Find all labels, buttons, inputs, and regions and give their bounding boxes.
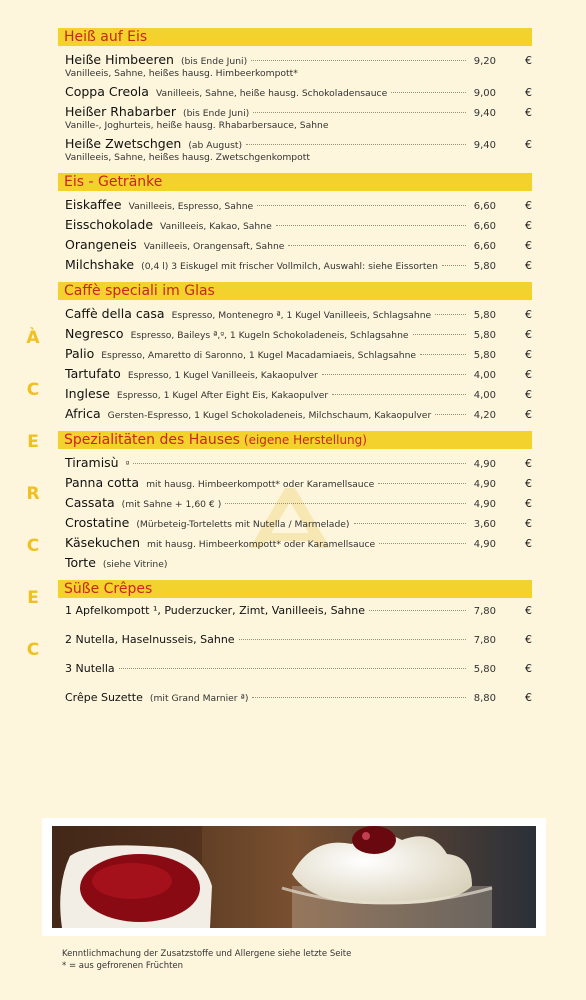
item-price: 4,00: [473, 390, 496, 401]
leader-dots: [332, 394, 466, 395]
menu-item: [58, 306, 532, 321]
currency-symbol: €: [525, 259, 532, 272]
item-description: Gersten-Espresso, 1 Kugel Schokoladeneis, Milchschaum, Kakaopulver: [107, 410, 432, 421]
leader-dots: [369, 610, 466, 611]
item-price: 9,40: [473, 140, 496, 151]
item-name: Milchshake: [65, 257, 135, 272]
leader-dots: [391, 92, 466, 93]
menu-section: [58, 173, 532, 272]
menu-item: [58, 104, 532, 131]
side-letter: C: [26, 536, 40, 556]
menu-item: [58, 535, 532, 550]
item-name: Cassata: [65, 495, 115, 510]
item-description: (mit Grand Marnier ª): [149, 693, 249, 704]
menu-item: [58, 406, 532, 421]
item-price: 6,60: [473, 201, 496, 212]
menu-item: [58, 52, 532, 79]
item-description: Espresso, 1 Kugel Vanilleeis, Kakaopulver: [127, 370, 318, 381]
leader-dots: [354, 523, 466, 524]
dessert-image-icon: [52, 826, 536, 928]
leader-dots: [378, 483, 466, 484]
item-price: 7,80: [473, 606, 496, 617]
item-price: 4,90: [473, 539, 496, 550]
item-description: Espresso, Montenegro ª, 1 Kugel Vanilleeis, Schlagsahne: [171, 310, 432, 321]
item-description: mit hausg. Himbeerkompott* oder Karamellsauce: [147, 539, 376, 550]
menu-item: [58, 237, 532, 252]
currency-symbol: €: [525, 537, 532, 550]
currency-symbol: €: [525, 106, 532, 119]
section-title: [58, 173, 532, 191]
item-price: 5,80: [473, 350, 496, 361]
item-name: Käsekuchen: [65, 535, 141, 550]
leader-dots: [252, 697, 466, 698]
side-letter: E: [27, 588, 39, 608]
item-name: Heiße Zwetschgen: [65, 136, 182, 151]
item-price: 7,80: [473, 635, 496, 646]
item-name: 2 Nutella, Haselnusseis, Sahne: [65, 633, 235, 646]
leader-dots: [253, 112, 466, 113]
currency-symbol: €: [525, 633, 532, 646]
item-price: 4,90: [473, 459, 496, 470]
leader-dots: [435, 414, 466, 415]
item-name: Eisschokolade: [65, 217, 154, 232]
item-name: 1 Apfelkompott ¹, Puderzucker, Zimt, Vanilleeis, Sahne: [65, 604, 366, 617]
side-letter: C: [26, 380, 40, 400]
currency-symbol: €: [525, 308, 532, 321]
item-name: Orangeneis: [65, 237, 137, 252]
leader-dots: [442, 265, 466, 266]
item-description: (0,4 l) 3 Eiskugel mit frischer Vollmilch, Auswahl: siehe Eissorten: [141, 261, 438, 272]
item-price: 6,60: [473, 241, 496, 252]
leader-dots: [225, 503, 466, 504]
item-description: mit hausg. Himbeerkompott* oder Karamellsauce: [146, 479, 375, 490]
section-title-text: Spezialitäten des Hauses: [64, 432, 240, 448]
item-name: Eiskaffee: [65, 197, 122, 212]
leader-dots: [119, 668, 466, 669]
item-name: Crostatine: [65, 515, 130, 530]
leader-dots: [246, 144, 466, 145]
leader-dots: [322, 374, 466, 375]
currency-symbol: €: [525, 239, 532, 252]
menu-item: [58, 257, 532, 272]
section-subtitle: (eigene Herstellung): [243, 433, 367, 447]
side-letter: E: [27, 432, 39, 452]
item-name: Caffè della casa: [65, 306, 165, 321]
currency-symbol: €: [525, 54, 532, 67]
item-name: Negresco: [65, 326, 124, 341]
item-price: 5,80: [473, 310, 496, 321]
item-description: (Mürbeteig-Torteletts mit Nutella / Marmelade): [136, 519, 350, 530]
menu-item: [58, 515, 532, 530]
item-description: (bis Ende Juni): [183, 108, 250, 119]
currency-symbol: €: [525, 199, 532, 212]
item-name: Panna cotta: [65, 475, 140, 490]
menu-section: [58, 580, 532, 704]
menu-list: [58, 28, 532, 720]
section-title-text: Caffè speciali im Glas: [64, 283, 215, 299]
currency-symbol: €: [525, 328, 532, 341]
leader-dots: [435, 314, 466, 315]
leader-dots: [420, 354, 466, 355]
item-name: Africa: [65, 406, 101, 421]
currency-symbol: €: [525, 388, 532, 401]
item-description: Vanilleeis, Espresso, Sahne: [128, 201, 254, 212]
item-name: Crêpe Suzette: [65, 691, 143, 704]
leader-dots: [379, 543, 466, 544]
item-description: Espresso, 1 Kugel After Eight Eis, Kakaopulver: [116, 390, 329, 401]
item-price: 4,00: [473, 370, 496, 381]
item-price: 5,80: [473, 261, 496, 272]
menu-item: [58, 495, 532, 510]
section-title: [58, 282, 532, 300]
menu-item: [58, 84, 532, 99]
leader-dots: [276, 225, 466, 226]
item-description: Espresso, Baileys ª,ᵍ, 1 Kugeln Schokoladeneis, Schlagsahne: [130, 330, 409, 341]
item-name: Palio: [65, 346, 95, 361]
item-price: 5,80: [473, 330, 496, 341]
side-letter: C: [26, 640, 40, 660]
menu-item: [58, 136, 532, 163]
item-price: 9,20: [473, 56, 496, 67]
currency-symbol: €: [525, 408, 532, 421]
item-description: Vanilleeis, Orangensaft, Sahne: [143, 241, 285, 252]
section-title-text: Eis - Getränke: [64, 174, 163, 190]
item-name: 3 Nutella: [65, 662, 115, 675]
item-price: 8,80: [473, 693, 496, 704]
section-title: [58, 28, 532, 46]
item-name: Tartufato: [65, 366, 121, 381]
menu-item: [58, 455, 532, 470]
item-price: 3,60: [473, 519, 496, 530]
footer-notes: [62, 948, 351, 972]
item-name: Heißer Rhabarber: [65, 104, 177, 119]
menu-item: [58, 326, 532, 341]
currency-symbol: €: [525, 219, 532, 232]
menu-item: [58, 555, 532, 570]
item-name: Coppa Creola: [65, 84, 149, 99]
menu-item: [58, 366, 532, 381]
currency-symbol: €: [525, 517, 532, 530]
dessert-photo: [42, 818, 546, 936]
item-price: 9,00: [473, 88, 496, 99]
item-price: 9,40: [473, 108, 496, 119]
side-letter: R: [26, 484, 40, 504]
leader-dots: [251, 60, 466, 61]
leader-dots: [239, 639, 466, 640]
item-name: Heiße Himbeeren: [65, 52, 174, 67]
allergen-note: Kenntlichmachung der Zusatzstoffe und Allergene siehe letzte Seite: [62, 949, 352, 959]
item-description: Vanilleeis, Sahne, heiße hausg. Schokoladensauce: [155, 88, 388, 99]
menu-section: [58, 282, 532, 421]
menu-item: [58, 662, 532, 675]
leader-dots: [133, 463, 466, 464]
item-description: (mit Sahne + 1,60 € ): [121, 499, 222, 510]
item-subline: Vanilleeis, Sahne, heißes hausg. Zwetschgenkompott: [65, 152, 310, 163]
leader-dots: [257, 205, 466, 206]
currency-symbol: €: [525, 138, 532, 151]
item-price: 4,90: [473, 499, 496, 510]
currency-symbol: €: [525, 348, 532, 361]
item-description: Espresso, Amaretto di Saronno, 1 Kugel Macadamiaeis, Schlagsahne: [101, 350, 417, 361]
item-description: (siehe Vitrine): [102, 559, 168, 570]
item-price: 6,60: [473, 221, 496, 232]
menu-section: [58, 28, 532, 163]
menu-item: [58, 604, 532, 617]
menu-item: [58, 217, 532, 232]
section-title-text: Heiß auf Eis: [64, 29, 148, 45]
side-letter: À: [26, 328, 40, 348]
currency-symbol: €: [525, 604, 532, 617]
currency-symbol: €: [525, 368, 532, 381]
currency-symbol: €: [525, 86, 532, 99]
menu-item: [58, 346, 532, 361]
menu-section: [58, 431, 532, 570]
frozen-fruit-note: * = aus gefrorenen Früchten: [62, 961, 184, 971]
section-title: [58, 431, 532, 449]
item-price: 4,20: [473, 410, 496, 421]
item-description: (ab August): [188, 140, 243, 151]
menu-item: [58, 691, 532, 704]
menu-item: [58, 386, 532, 401]
item-name: Torte: [65, 555, 96, 570]
section-title-text: Süße Crêpes: [64, 581, 153, 597]
item-price: 4,90: [473, 479, 496, 490]
item-subline: Vanille-, Joghurteis, heiße hausg. Rhabarbersauce, Sahne: [65, 120, 329, 131]
menu-item: [58, 475, 532, 490]
item-description: ᵍ: [125, 459, 130, 470]
leader-dots: [288, 245, 466, 246]
menu-item: [58, 633, 532, 646]
currency-symbol: €: [525, 477, 532, 490]
currency-symbol: €: [525, 662, 532, 675]
section-title: [58, 580, 532, 598]
menu-item: [58, 197, 532, 212]
item-price: 5,80: [473, 664, 496, 675]
currency-symbol: €: [525, 457, 532, 470]
leader-dots: [413, 334, 466, 335]
item-name: Inglese: [65, 386, 110, 401]
item-subline: Vanilleeis, Sahne, heißes hausg. Himbeerkompott*: [65, 68, 298, 79]
item-name: Tiramisù: [65, 455, 119, 470]
item-description: (bis Ende Juni): [180, 56, 248, 67]
item-description: Vanilleeis, Kakao, Sahne: [160, 221, 272, 232]
currency-symbol: €: [525, 691, 532, 704]
vertical-brand-letters: [22, 312, 44, 676]
currency-symbol: €: [525, 497, 532, 510]
